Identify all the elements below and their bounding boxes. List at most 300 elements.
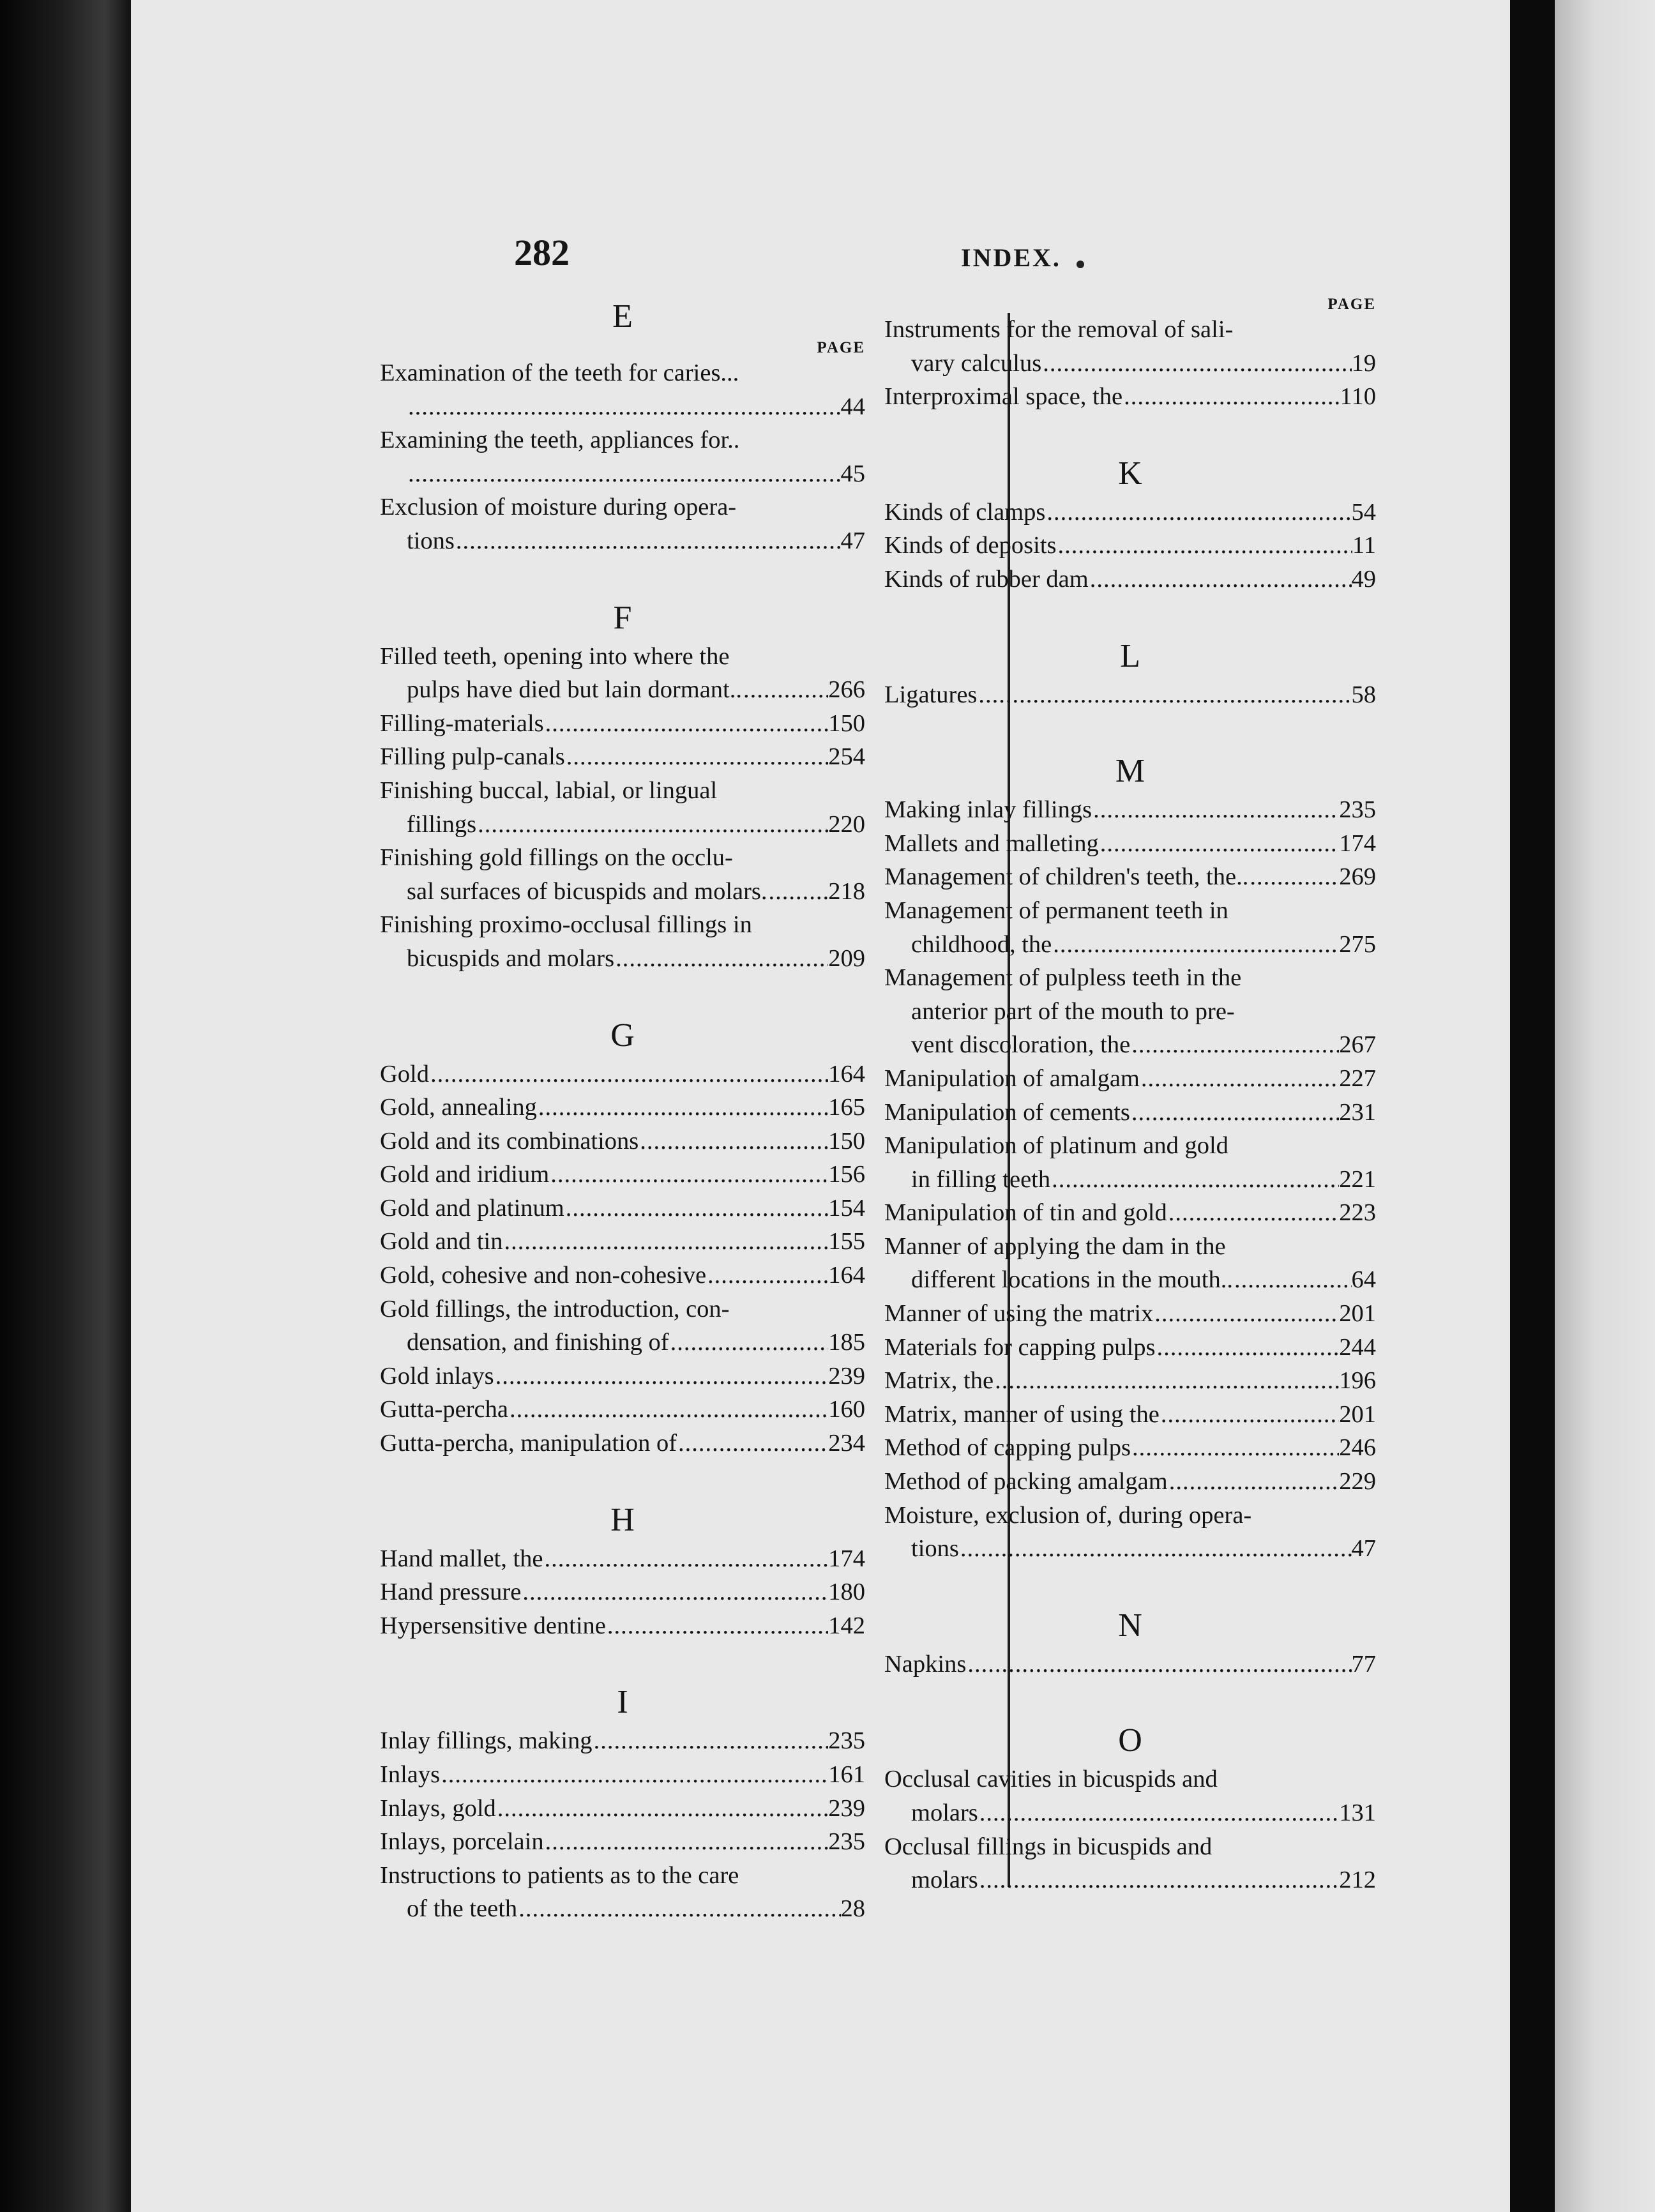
section-letter: N	[1118, 1607, 1142, 1644]
section-letter: H	[610, 1501, 635, 1538]
page-reference: 165	[828, 1094, 865, 1121]
entry-line	[380, 1575, 865, 1609]
page-reference: 235	[828, 1727, 865, 1755]
page-reference: 227	[1339, 1064, 1376, 1092]
index-entry	[884, 563, 1376, 596]
index-entry	[380, 1575, 865, 1609]
dot-leader	[1089, 563, 1352, 596]
entry-text: bicuspids and molars	[407, 944, 615, 972]
entry-text: different locations in the mouth..	[911, 1266, 1233, 1294]
section-gap	[380, 1642, 865, 1681]
page-reference: 160	[828, 1396, 865, 1423]
index-entry	[884, 1648, 1376, 1681]
page-reference: 269	[1339, 863, 1376, 891]
ink-speck	[1077, 261, 1084, 268]
section-gap	[884, 711, 1376, 750]
entry-line	[884, 529, 1376, 563]
index-entry	[884, 1331, 1376, 1365]
section-letter: K	[1118, 455, 1142, 492]
entry-heading-line	[380, 1859, 865, 1893]
page-reference: 185	[828, 1329, 865, 1356]
dot-leader	[1099, 827, 1340, 861]
dot-leader	[669, 1326, 829, 1360]
dot-leader	[521, 1575, 828, 1609]
entry-line	[884, 1163, 1376, 1197]
page-reference: 155	[828, 1228, 865, 1255]
index-column-right	[884, 295, 1376, 1897]
entry-heading-line	[380, 841, 865, 875]
index-entry	[380, 740, 865, 774]
page-reference: 223	[1339, 1199, 1376, 1227]
page-reference: 54	[1351, 498, 1376, 526]
entry-text: densation, and finishing of	[407, 1329, 669, 1356]
dot-leader	[1153, 1297, 1339, 1331]
dot-leader	[966, 1648, 1351, 1681]
index-entry	[380, 423, 865, 490]
page-gutter	[1510, 0, 1555, 2212]
entry-line	[380, 1057, 865, 1091]
dot-leader	[440, 1758, 828, 1792]
entry-line	[884, 1648, 1376, 1681]
section-gap	[884, 1566, 1376, 1604]
section-gap	[380, 976, 865, 1014]
page-reference: 254	[828, 743, 865, 771]
dot-leader	[614, 942, 828, 976]
entry-line	[884, 1398, 1376, 1432]
entry-line	[380, 390, 865, 424]
entry-text: Method of packing amalgam	[884, 1468, 1168, 1496]
page-reference: 77	[1351, 1650, 1376, 1678]
entry-heading-line	[884, 1230, 1376, 1264]
entry-text: sal surfaces of bicuspids and molars.	[407, 877, 767, 905]
dot-leader	[455, 524, 841, 558]
page-reference: 58	[1351, 681, 1376, 708]
dot-leader	[1057, 529, 1352, 563]
entry-line	[380, 673, 865, 707]
index-entry	[380, 1609, 865, 1643]
entry-text: Manipulation of tin and gold	[884, 1199, 1167, 1227]
dot-leader	[1140, 1062, 1339, 1096]
entry-text: Examining the teeth, appliances for..	[380, 427, 740, 454]
section-letter: M	[1115, 753, 1145, 790]
entry-line	[884, 496, 1376, 529]
entry-line	[380, 1542, 865, 1576]
entry-line	[884, 1364, 1376, 1398]
entry-line	[884, 1465, 1376, 1499]
index-entry	[884, 496, 1376, 529]
section-gap	[380, 558, 865, 596]
section-gap	[884, 1681, 1376, 1719]
entry-line	[380, 1758, 865, 1792]
entry-line	[380, 1192, 865, 1225]
index-entry	[380, 1758, 865, 1792]
entry-heading-line	[380, 774, 865, 808]
entry-line	[884, 1263, 1376, 1297]
index-entry	[884, 1364, 1376, 1398]
index-entry	[380, 908, 865, 975]
index-entry	[884, 961, 1376, 1062]
entry-heading-line	[884, 313, 1376, 347]
page-reference: 267	[1339, 1031, 1376, 1059]
entry-text: vary calculus	[911, 349, 1042, 377]
dot-leader	[742, 673, 828, 707]
index-entry	[884, 1431, 1376, 1465]
page-column-label: PAGE	[817, 339, 865, 356]
page-reference: 174	[828, 1545, 865, 1572]
entry-heading-line	[380, 640, 865, 674]
dot-leader	[767, 875, 829, 909]
index-column-left	[380, 295, 865, 1926]
entry-text: molars	[911, 1799, 978, 1826]
entry-text: Mallets and malleting	[884, 830, 1099, 857]
dot-leader	[543, 1542, 829, 1576]
dot-leader	[1233, 1263, 1352, 1297]
dot-leader	[1130, 1096, 1339, 1130]
index-entry	[884, 793, 1376, 827]
dot-leader	[994, 1364, 1339, 1398]
entry-text: anterior part of the mouth to pre-	[911, 997, 1235, 1025]
dot-leader	[1160, 1398, 1339, 1432]
entry-line	[884, 1532, 1376, 1566]
section-letter: I	[617, 1684, 628, 1721]
entry-text: Gold, cohesive and non-cohesive	[380, 1262, 707, 1289]
entry-text: Napkins	[884, 1650, 967, 1678]
section-letter: G	[610, 1017, 635, 1054]
entry-line	[380, 1326, 865, 1360]
entry-line	[884, 860, 1376, 894]
index-entry	[380, 1125, 865, 1158]
entry-text: Filling pulp-canals	[380, 743, 565, 771]
index-entry	[380, 841, 865, 908]
dot-leader	[706, 1259, 828, 1292]
dot-leader	[1155, 1331, 1339, 1365]
dot-leader	[503, 1225, 828, 1259]
dot-leader	[544, 1825, 829, 1859]
dot-leader	[593, 1724, 829, 1758]
page-reference: 201	[1339, 1400, 1376, 1428]
index-entry	[884, 1762, 1376, 1829]
entry-text: Instructions to patients as to the care	[380, 1861, 739, 1889]
index-entry	[884, 529, 1376, 563]
running-head: INDEX.	[961, 243, 1061, 272]
entry-text: Gold and its combinations	[380, 1127, 639, 1155]
index-entry	[380, 1427, 865, 1460]
page-column-label: PAGE	[1327, 296, 1376, 313]
entry-line	[380, 740, 865, 774]
entry-line	[380, 1225, 865, 1259]
entry-line	[884, 347, 1376, 381]
page-reference: 161	[828, 1761, 865, 1788]
entry-text: Gold inlays	[380, 1362, 494, 1390]
index-entry	[884, 1465, 1376, 1499]
section-gap	[884, 414, 1376, 452]
entry-text: Interproximal space, the	[884, 383, 1123, 411]
entry-text: Inlays	[380, 1761, 441, 1788]
entry-line	[380, 1609, 865, 1643]
entry-text: Gold, annealing	[380, 1094, 537, 1121]
entry-text: Gold and iridium	[380, 1161, 550, 1188]
page-number: 282	[514, 232, 570, 273]
entry-line	[380, 1724, 865, 1758]
entry-text: Occlusal fillings in bicuspids and	[884, 1833, 1213, 1860]
entry-heading-line	[884, 995, 1376, 1029]
entry-text: molars	[911, 1867, 978, 1894]
entry-text: Manner of applying the dam in the	[884, 1232, 1226, 1260]
dot-leader	[494, 1360, 829, 1393]
page-reference: 11	[1352, 532, 1376, 559]
page-reference: 231	[1339, 1098, 1376, 1126]
index-entry	[380, 1859, 865, 1926]
page-reference: 164	[828, 1060, 865, 1087]
entry-text: Finishing proximo-occlusal fillings in	[380, 911, 752, 939]
entry-text: Examination of the teeth for caries...	[380, 360, 739, 386]
entry-text: childhood, the	[911, 930, 1052, 958]
dot-leader	[978, 1796, 1339, 1830]
page-reference: 45	[840, 460, 865, 487]
index-entry	[884, 1398, 1376, 1432]
entry-text: Gutta-percha, manipulation of	[380, 1430, 677, 1457]
page-reference: 212	[1339, 1867, 1376, 1894]
entry-text: fillings	[407, 810, 477, 838]
dot-leader	[1122, 380, 1340, 414]
entry-text: Materials for capping pulps	[884, 1333, 1156, 1361]
entry-text: of the teeth	[407, 1895, 518, 1923]
entry-text: Filled teeth, opening into where the	[380, 642, 730, 670]
entry-heading-line	[380, 1292, 865, 1326]
index-entry	[380, 1192, 865, 1225]
dot-leader	[1041, 347, 1351, 381]
page-reference: 220	[828, 810, 865, 838]
entry-line	[380, 707, 865, 741]
dot-leader	[565, 740, 828, 774]
dot-leader	[1168, 1465, 1340, 1499]
entry-line	[380, 942, 865, 976]
dot-leader	[508, 1393, 828, 1427]
entry-text: Filling-materials	[380, 709, 544, 737]
entry-line	[380, 1259, 865, 1292]
entry-heading-line	[884, 1129, 1376, 1163]
entry-line	[380, 457, 865, 491]
dot-leader	[564, 1192, 829, 1225]
section-letter: L	[1120, 637, 1140, 674]
entry-line	[884, 1196, 1376, 1230]
entry-heading-line	[380, 490, 865, 524]
entry-text: Management of permanent teeth in	[884, 897, 1228, 924]
entry-heading-line	[884, 1830, 1376, 1864]
index-entry	[380, 1393, 865, 1427]
index-entry	[380, 1792, 865, 1826]
entry-text: Manipulation of platinum and gold	[884, 1132, 1228, 1160]
index-entry	[380, 774, 865, 841]
page-reference: 196	[1339, 1367, 1376, 1395]
entry-text: tions	[911, 1535, 959, 1563]
entry-line	[380, 808, 865, 842]
page-reference: 239	[828, 1794, 865, 1822]
index-entry	[884, 380, 1376, 414]
entry-text: pulps have died but lain dormant..	[407, 676, 742, 704]
index-entry	[380, 1292, 865, 1360]
page-reference: 19	[1351, 349, 1376, 377]
entry-text: Finishing gold fillings on the occlu-	[380, 844, 733, 872]
index-entry	[380, 1057, 865, 1091]
dot-leader	[537, 1091, 828, 1125]
index-entry	[380, 490, 865, 557]
entry-line	[380, 524, 865, 558]
entry-line	[884, 1863, 1376, 1897]
page-reference: 229	[1339, 1468, 1376, 1496]
page-reference: 244	[1339, 1333, 1376, 1361]
index-entry	[380, 356, 865, 423]
page-reference: 44	[840, 393, 865, 420]
entry-text: vent discoloration, the	[911, 1031, 1131, 1059]
entry-text: Manipulation of amalgam	[884, 1064, 1140, 1092]
entry-heading-line	[884, 1499, 1376, 1533]
entry-text: Kinds of clamps	[884, 498, 1046, 526]
entry-line	[884, 1331, 1376, 1365]
entry-text: Matrix, the	[884, 1367, 994, 1395]
index-entry	[884, 313, 1376, 380]
entry-text: Method of capping pulps	[884, 1434, 1131, 1462]
entry-text: Finishing buccal, labial, or lingual	[380, 776, 718, 804]
index-entry	[884, 1830, 1376, 1897]
entry-text: Hand mallet, the	[380, 1545, 543, 1572]
entry-heading-line	[884, 894, 1376, 928]
index-entry	[884, 1062, 1376, 1096]
dot-leader	[978, 1863, 1339, 1897]
entry-text: Gutta-percha	[380, 1396, 508, 1423]
entry-text: Hypersensitive dentine	[380, 1612, 606, 1639]
page-reference: 239	[828, 1362, 865, 1390]
entry-line	[380, 1158, 865, 1192]
dot-leader	[1131, 1431, 1339, 1465]
facing-page-edge	[1555, 0, 1655, 2212]
entry-text: Gold and tin	[380, 1228, 503, 1255]
page-reference: 235	[828, 1828, 865, 1856]
entry-text: Moisture, exclusion of, during opera-	[884, 1501, 1252, 1529]
index-entry	[884, 827, 1376, 861]
entry-line	[380, 1393, 865, 1427]
dot-leader	[1045, 496, 1351, 529]
entry-text: Matrix, manner of using the	[884, 1400, 1160, 1428]
entry-text: Hand pressure	[380, 1579, 522, 1606]
dot-leader	[544, 707, 829, 741]
dot-leader	[1050, 1163, 1339, 1197]
page-reference: 209	[828, 944, 865, 972]
dot-leader	[407, 390, 841, 424]
page-reference: 131	[1339, 1799, 1376, 1826]
entry-line	[380, 1427, 865, 1460]
page-reference: 234	[828, 1430, 865, 1457]
entry-line	[884, 1062, 1376, 1096]
entry-text: Instruments for the removal of sali-	[884, 316, 1234, 343]
index-entry	[380, 1259, 865, 1292]
page-reference: 221	[1339, 1165, 1376, 1193]
index-entry	[884, 678, 1376, 712]
page-reference: 154	[828, 1194, 865, 1222]
entry-line	[884, 827, 1376, 861]
entry-line	[380, 1792, 865, 1826]
index-entry	[884, 1499, 1376, 1566]
page-reference: 64	[1351, 1266, 1376, 1294]
dot-leader	[959, 1532, 1352, 1566]
section-gap	[380, 1460, 865, 1499]
entry-line	[380, 1360, 865, 1393]
entry-text: tions	[407, 527, 455, 554]
dot-leader	[606, 1609, 828, 1643]
dot-leader	[977, 678, 1351, 712]
entry-heading-line	[380, 356, 865, 390]
page-reference: 164	[828, 1262, 865, 1289]
index-entry	[884, 894, 1376, 961]
entry-text: Kinds of deposits	[884, 532, 1057, 559]
entry-line	[380, 1892, 865, 1926]
section-letter: F	[613, 599, 632, 636]
entry-line	[884, 1297, 1376, 1331]
entry-text: Kinds of rubber dam	[884, 565, 1089, 593]
index-entry	[380, 1360, 865, 1393]
dot-leader	[407, 457, 841, 491]
entry-line	[380, 1091, 865, 1125]
entry-text: Inlays, porcelain	[380, 1828, 544, 1856]
entry-text: Gold	[380, 1060, 429, 1087]
dot-leader	[1092, 793, 1339, 827]
entry-text: Occlusal cavities in bicuspids and	[884, 1766, 1218, 1793]
entry-heading-line	[380, 423, 865, 457]
index-entry	[884, 860, 1376, 894]
page-reference: 156	[828, 1161, 865, 1188]
page-reference: 218	[828, 877, 865, 905]
entry-line	[884, 563, 1376, 596]
index-entry	[380, 1158, 865, 1192]
index-entry	[380, 1825, 865, 1859]
entry-heading-line	[884, 961, 1376, 995]
index-entry	[884, 1297, 1376, 1331]
entry-text: Inlay fillings, making	[380, 1727, 593, 1755]
index-entry	[380, 640, 865, 707]
entry-heading-line	[380, 908, 865, 942]
dot-leader	[429, 1057, 828, 1091]
dot-leader	[1167, 1196, 1340, 1230]
entry-line	[884, 928, 1376, 962]
entry-heading-line	[884, 1762, 1376, 1796]
page-reference: 266	[828, 676, 865, 704]
page-reference: 150	[828, 709, 865, 737]
dot-leader	[1130, 1028, 1339, 1062]
index-entry	[884, 1129, 1376, 1196]
page-reference: 150	[828, 1127, 865, 1155]
section-gap	[884, 596, 1376, 635]
entry-line	[884, 1028, 1376, 1062]
page-reference: 275	[1339, 930, 1376, 958]
index-entry	[380, 1225, 865, 1259]
index-entry	[380, 1724, 865, 1758]
entry-line	[884, 1796, 1376, 1830]
section-letter: E	[612, 298, 633, 335]
page-reference: 246	[1339, 1434, 1376, 1462]
page-reference: 47	[840, 527, 865, 554]
index-entry	[380, 1542, 865, 1576]
entry-line	[380, 1125, 865, 1158]
entry-line	[884, 1096, 1376, 1130]
entry-text: Ligatures	[884, 681, 978, 708]
dot-leader	[517, 1892, 840, 1926]
entry-line	[884, 678, 1376, 712]
index-entry	[380, 1091, 865, 1125]
entry-text: Exclusion of moisture during opera-	[380, 494, 737, 521]
entry-text: Manner of using the matrix	[884, 1300, 1154, 1328]
dot-leader	[496, 1792, 828, 1826]
dot-leader	[639, 1125, 828, 1158]
